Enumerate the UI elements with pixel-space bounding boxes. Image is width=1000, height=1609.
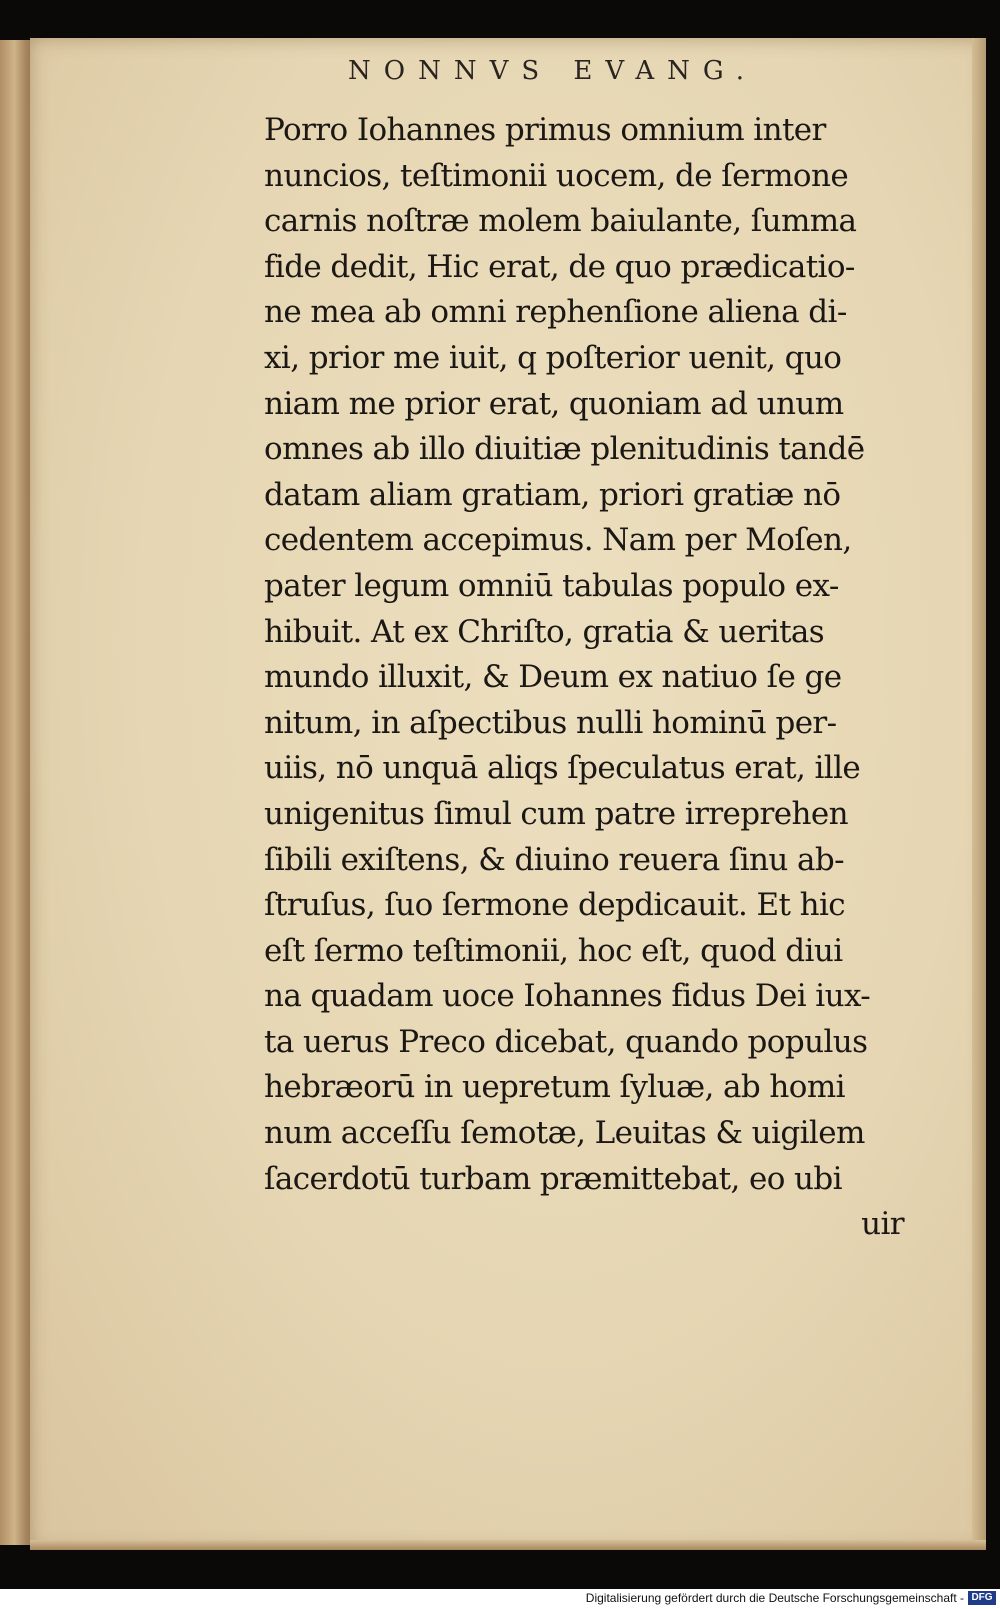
- text-line: datam aliam gratiam, priori gratiæ nō: [264, 476, 841, 513]
- text-line: uiis, nō unquā aliqs ſpeculatus erat, ille: [264, 750, 861, 787]
- text-line: Porro Iohannes primus omnium inter: [264, 112, 826, 148]
- text-line: nitum, in aſpectibus nulli hominū per-: [264, 704, 837, 741]
- dfg-logo-icon: DFG: [968, 1591, 996, 1605]
- text-line: niam me prior erat, quoniam ad unum: [264, 385, 844, 422]
- footer-bar: [0, 1589, 1000, 1609]
- text-line: carnis noſtræ molem baiulante, ſumma: [264, 203, 857, 240]
- text-line: ta uerus Preco dicebat, quando populus: [264, 1023, 868, 1060]
- text-line: unigenitus ſimul cum patre irreprehen: [264, 795, 848, 832]
- text-line: nuncios, teſtimonii uocem, de ſermone: [264, 157, 849, 194]
- text-line: omnes ab illo diuitiæ plenitudinis tandē: [264, 431, 865, 468]
- text-line: na quadam uoce Iohannes fidus Dei iux-: [264, 978, 871, 1015]
- running-head: NONNVS EVANG.: [348, 56, 758, 86]
- text-line: xi, prior me iuit, q poſterior uenit, quo: [264, 339, 842, 376]
- text-line: fide dedit, Hic erat, de quo prædicatio-: [264, 248, 855, 285]
- text-line: num acceſſu ſemotæ, Leuitas & uigilem: [264, 1115, 865, 1152]
- funding-credit: Digitalisierung gefördert durch die Deutsche Forschungsgemeinschaft -: [585, 1591, 964, 1605]
- text-line: ſtruſus, ſuo ſermone depdicauit. Et hic: [264, 887, 846, 924]
- text-line: eſt ſermo teſtimonii, hoc eſt, quod diui: [264, 932, 843, 969]
- page-edge-bottom: [30, 1540, 986, 1550]
- text-line: ſibili exiſtens, & diuino reuera ſinu ab-: [264, 841, 845, 878]
- text-line: pater legum omniū tabulas populo ex-: [264, 567, 839, 604]
- text-line: hebræorū in uepretum ſyluæ, ab homi: [264, 1069, 845, 1106]
- body-text: [264, 108, 950, 1248]
- text-line: mundo illuxit, & Deum ex natiuo ſe ge: [264, 659, 842, 696]
- page-edge-right: [972, 38, 986, 1550]
- text-line: ſacerdotū turbam præmittebat, eo ubi: [264, 1160, 842, 1197]
- catchword: uir: [861, 1206, 904, 1243]
- text-line: cedentem accepimus. Nam per Moſen,: [264, 522, 852, 559]
- text-line: ne mea ab omni rephenſione aliena di-: [264, 294, 847, 331]
- text-line: hibuit. At ex Chriſto, gratia & ueritas: [264, 613, 825, 650]
